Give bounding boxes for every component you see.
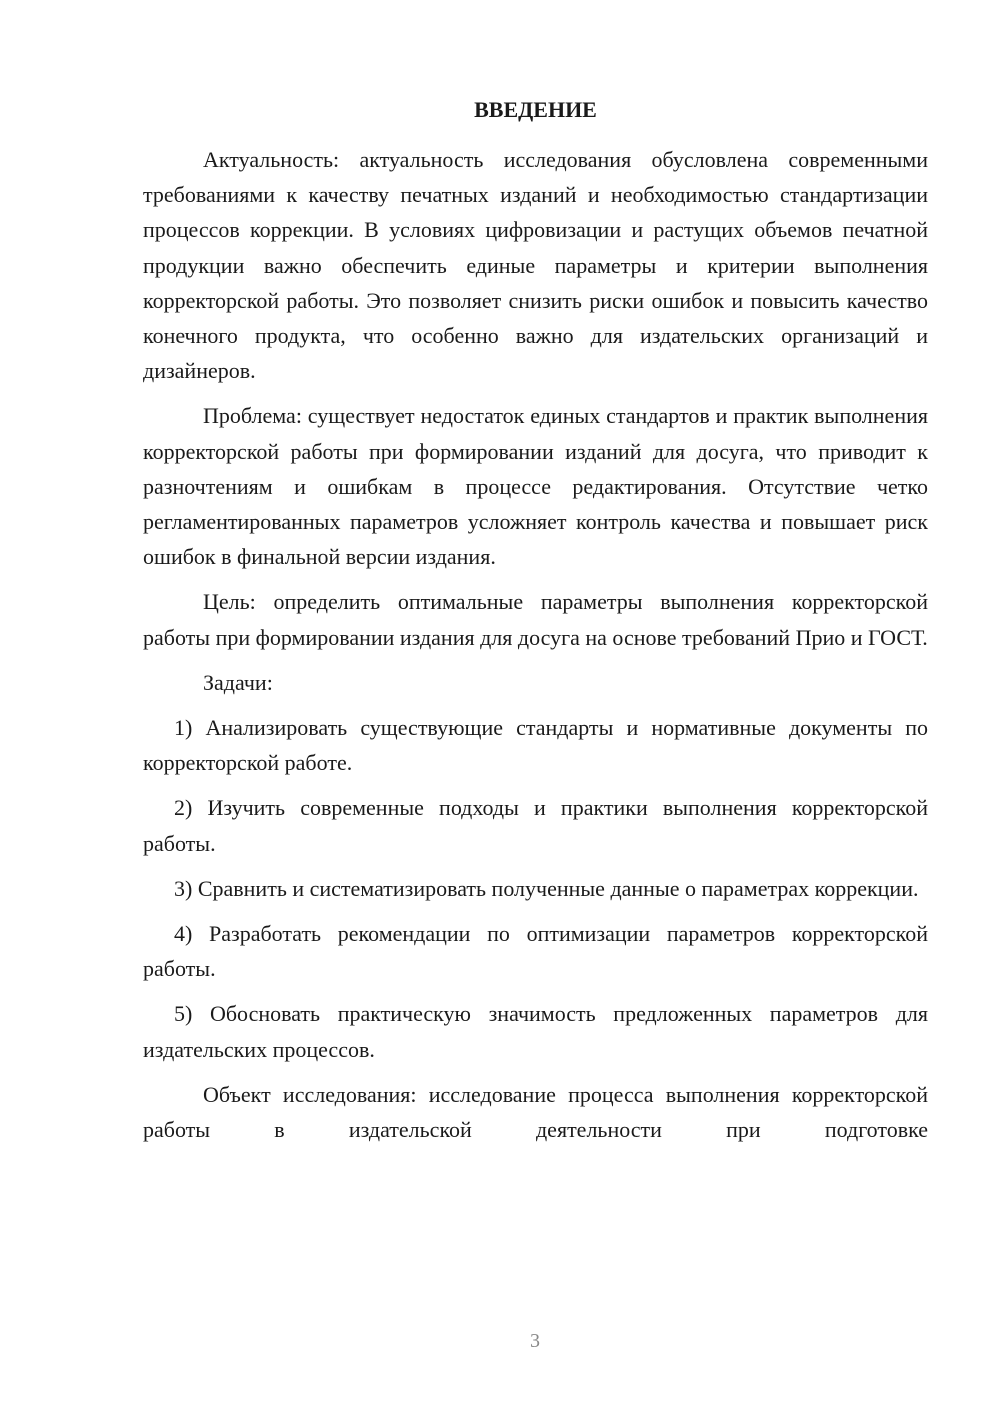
task-item-3: 3) Сравнить и систематизировать полученные данные о параметрах коррекции. — [174, 875, 919, 901]
section-heading: ВВЕДЕНИЕ — [474, 97, 597, 122]
task-item-5: 5) Обосновать практическую значимость предложенных параметров для издательских процессов. — [143, 1001, 928, 1062]
task-item-2: 2) Изучить современные подходы и практики выполнения корректорской работы. — [143, 795, 928, 856]
paragraph-object: Объект исследования: исследование процесса выполнения корректорской работы в издательской деятельности при подготовке — [143, 1081, 928, 1143]
document-body — [143, 142, 928, 1147]
task-item-4: 4) Разработать рекомендации по оптимизации параметров корректорской работы. — [143, 921, 928, 982]
task-item-1: 1) Анализировать существующие стандарты и нормативные документы по корректорской работе. — [143, 715, 928, 776]
paragraph-goal: Цель: определить оптимальные параметры выполнения корректорской работы при формировании издания для досуга на основе требований Прио и ГОСТ. — [143, 589, 928, 650]
page-number: 3 — [530, 1330, 540, 1352]
paragraph-relevance: Актуальность: актуальность исследования обусловлена современными требованиями к качеству печатных изданий и необходимостью стандартизации процессов коррекции. В условиях цифровизации и растущих объемов печатной продукции важно обеспечить единые параметры и критерии выполнения корректорской работы. Это позволяет снизить риски ошибок и повысить качество конечного продукта, что особенно важно для издательских организаций и дизайнеров. — [143, 147, 928, 384]
paragraph-problem: Проблема: существует недостаток единых стандартов и практик выполнения корректорской работы при формировании изданий для досуга, что приводит к разночтениям и ошибкам в процессе редактирования. Отсутствие четко регламентированных параметров усложняет контроль качества и повышает риск ошибок в финальной версии издания. — [143, 403, 928, 570]
paragraph-tasks-label: Задачи: — [203, 669, 273, 695]
